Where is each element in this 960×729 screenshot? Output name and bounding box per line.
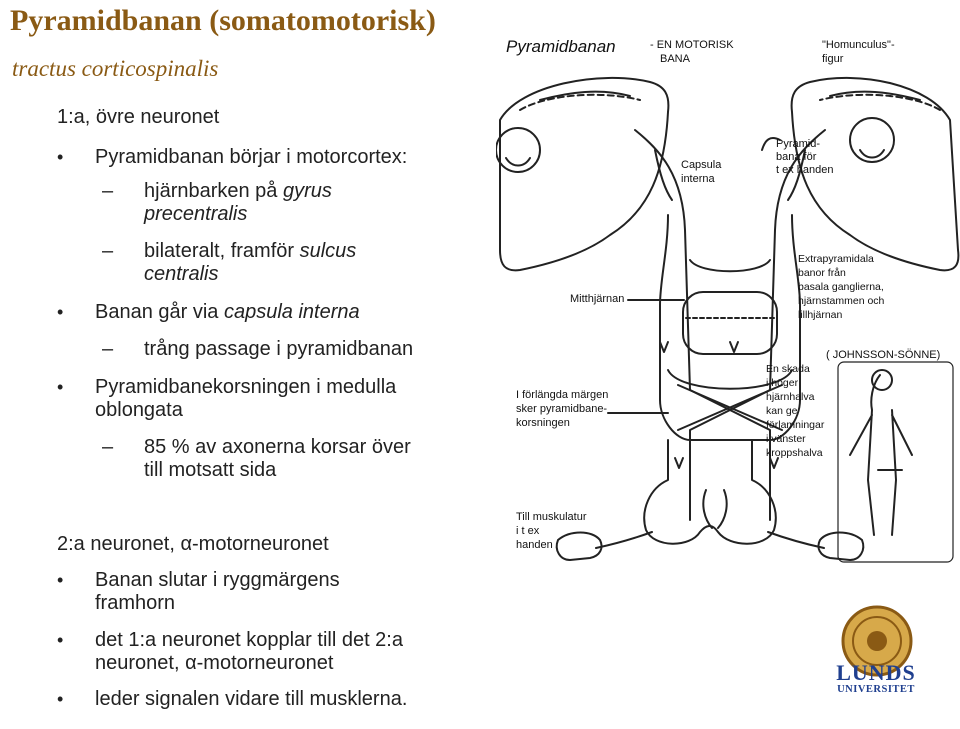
bullet-text: Banan går via [95, 301, 224, 323]
mitthjarnan-label: Mitthjärnan [570, 293, 625, 305]
left-tract-line [635, 130, 770, 520]
dash-text-line2: till motsatt sida [144, 459, 277, 481]
forl-label-line3: korsningen [516, 417, 570, 429]
term-centralis: centralis [144, 263, 219, 285]
right-hand-icon [818, 533, 863, 561]
bullet-text: leder signalen vidare till musklerna. [95, 688, 408, 710]
bullet-text: det 1:a neuronet kopplar till det 2:a [95, 629, 403, 651]
right-tract-line [690, 130, 825, 520]
bullet-motorcortex [95, 146, 407, 169]
term-sulcus: sulcus [299, 240, 357, 262]
bullet-text: Banan slutar i ryggmärgens [95, 569, 340, 591]
extra-label-line2: banor från [798, 267, 846, 279]
capsula-label-line2: interna [681, 173, 715, 185]
musk-label-line3: handen [516, 539, 553, 551]
right-homunculus-face-icon [850, 118, 894, 162]
bullet-korsningen [95, 376, 396, 422]
skada-label-line6: i vänster [766, 433, 806, 445]
section2-heading [57, 533, 329, 556]
slide-subtitle: tractus corticospinalis [12, 56, 219, 81]
figure-handwritten-sub1: - EN MOTORISK [650, 39, 734, 51]
dash-85-procent [144, 436, 411, 482]
johnsson-label: ( JOHNSSON-SÖNNE) [826, 349, 941, 361]
patient-figure-icon [850, 375, 912, 535]
forl-label-line2: sker pyramidbane- [516, 403, 608, 415]
bullet-framhorn [95, 569, 340, 615]
musk-label-line1: Till muskulatur [516, 511, 587, 523]
capsula-label-line1: Capsula [681, 159, 722, 171]
homunculus-label-line2: figur [822, 53, 844, 65]
bullet-musklerna [95, 688, 407, 711]
forl-label-line1: I förlängda märgen [516, 389, 609, 401]
skada-label-line1: En skada [766, 363, 810, 375]
bullet-kopplar [95, 629, 403, 675]
skada-label-line2: i höger [766, 377, 799, 389]
extra-label-line1: Extrapyramidala [798, 253, 874, 265]
alpha-symbol: α [185, 652, 197, 674]
bullet-text-line2: oblongata [95, 399, 183, 421]
extra-label-line5: lillhjärnan [798, 309, 843, 321]
bullet-text-line2: framhorn [95, 592, 176, 614]
dash-bilateralt [144, 240, 356, 286]
bullet-text: Pyramidbanekorsningen i medulla [95, 376, 397, 398]
slide-title: Pyramidbanan (somatomotorisk) [10, 4, 436, 37]
section1-heading: 1:a, övre neuronet [57, 106, 220, 128]
figure-handwritten-title: Pyramidbanan [506, 37, 616, 56]
dash-text: trång passage i pyramidbanan [144, 338, 414, 360]
alpha-symbol: α [180, 533, 192, 555]
bullet-text: Pyramidbanan börjar i motorcortex: [95, 146, 408, 168]
heading-text: 2:a neuronet, [57, 533, 181, 555]
left-hand-icon [557, 533, 602, 561]
pyramid-label-line3: t ex handen [776, 164, 834, 176]
heading-text-post: -motorneuronet [192, 533, 329, 555]
homunculus-label-line1: "Homunculus"- [822, 39, 895, 51]
skada-label-line4: kan ge [766, 405, 798, 417]
dash-trang-passage [144, 338, 413, 361]
term-gyrus: gyrus [282, 180, 332, 202]
extra-label-line3: basala ganglierna, [798, 281, 884, 293]
skada-label-line5: förlamningar [766, 419, 825, 431]
pyramidal-tract-figure [496, 30, 960, 575]
logo-sub: UNIVERSITET [837, 684, 915, 695]
term-capsula-interna: capsula interna [223, 301, 360, 323]
logo-name: LUNDS [836, 660, 916, 685]
figure-handwritten-sub2: BANA [660, 53, 690, 65]
bullet-text-line2-post: -motorneuronet [196, 652, 334, 674]
spinal-cord-outline [644, 440, 775, 544]
pyramid-label-line1: Pyramid- [776, 138, 821, 150]
pyramid-label-line2: bana för [776, 151, 817, 163]
musk-label-line2: i t ex [516, 525, 540, 537]
bullet-capsula [95, 301, 360, 324]
dash-gyrus [144, 180, 332, 226]
bullet-text-line2: neuronet, [95, 652, 186, 674]
term-precentralis: precentralis [144, 203, 248, 225]
dash-text: hjärnbarken på [144, 180, 283, 202]
lund-university-logo [826, 662, 926, 696]
dash-text: 85 % av axonerna korsar över [144, 436, 411, 458]
skada-label-line7: kroppshalva [766, 447, 823, 459]
skada-label-line3: hjärnhalva [766, 391, 815, 403]
extra-label-line4: hjärnstammen och [798, 295, 885, 307]
dash-text: bilateralt, framför [144, 240, 300, 262]
